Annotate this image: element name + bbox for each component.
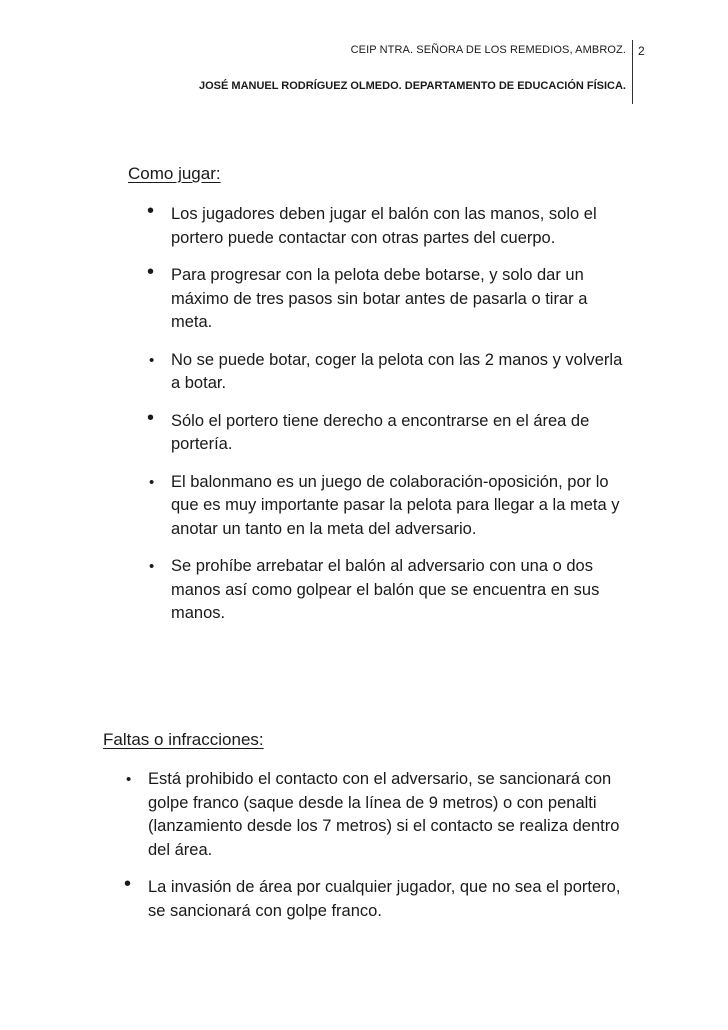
list-item-text: Está prohibido el contacto con el adversario, se sancionará con golpe franco (saque desde la línea de 9 metros) o con penalti (lanzamiento desde los 7 metros) si el contacto se realiza dentro del área. xyxy=(148,770,620,859)
list-item-text: Se prohíbe arrebatar el balón al adversario con una o dos manos así como golpear el balón que se encuentra en sus manos. xyxy=(171,557,600,622)
list-item-text: Los jugadores deben jugar el balón con las manos, solo el portero puede contactar con otras partes del cuerpo. xyxy=(171,205,597,247)
bullet-icon: • xyxy=(147,406,155,429)
bullet-icon: • xyxy=(147,261,155,283)
list-item xyxy=(149,471,631,542)
list-item xyxy=(126,768,628,862)
header-divider xyxy=(632,40,633,104)
list-item xyxy=(149,555,631,626)
bullet-icon: • xyxy=(147,200,155,222)
list-item xyxy=(147,406,631,457)
section-title-como-jugar: Como jugar: xyxy=(128,164,221,183)
list-item-text: El balonmano es un juego de colaboración-oposición, por lo que es muy importante pasar la pelota para llegar a la meta y anotar un tanto en la meta del adversario. xyxy=(171,472,620,538)
list-item-text: La invasión de área por cualquier jugador, que no sea el portero, se sancionará con golpe franco. xyxy=(148,878,621,920)
rules-list xyxy=(147,200,631,640)
list-item xyxy=(147,261,631,335)
section-title-faltas: Faltas o infracciones: xyxy=(103,730,264,749)
fouls-list xyxy=(124,768,628,937)
list-item-text: Para progresar con la pelota debe botarse, y solo dar un máximo de tres pasos sin botar antes de pasarla o tirar a meta. xyxy=(171,266,588,331)
bullet-icon: • xyxy=(126,771,132,788)
bullet-icon: • xyxy=(149,558,155,575)
header-author: JOSÉ MANUEL RODRÍGUEZ OLMEDO. DEPARTAMENTO DE EDUCACIÓN FÍSICA. xyxy=(199,80,626,92)
list-item xyxy=(149,349,631,396)
list-item xyxy=(147,200,631,250)
bullet-icon: • xyxy=(124,873,132,895)
list-item xyxy=(124,873,628,923)
bullet-icon: • xyxy=(149,473,155,491)
list-item-text: No se puede botar, coger la pelota con las 2 manos y volverla a botar. xyxy=(171,350,623,392)
page-number: 2 xyxy=(638,44,645,58)
header-school: CEIP NTRA. SEÑORA DE LOS REMEDIOS, AMBROZ. xyxy=(350,44,626,56)
bullet-icon: • xyxy=(149,351,155,369)
list-item-text: Sólo el portero tiene derecho a encontrarse en el área de portería. xyxy=(171,411,590,453)
